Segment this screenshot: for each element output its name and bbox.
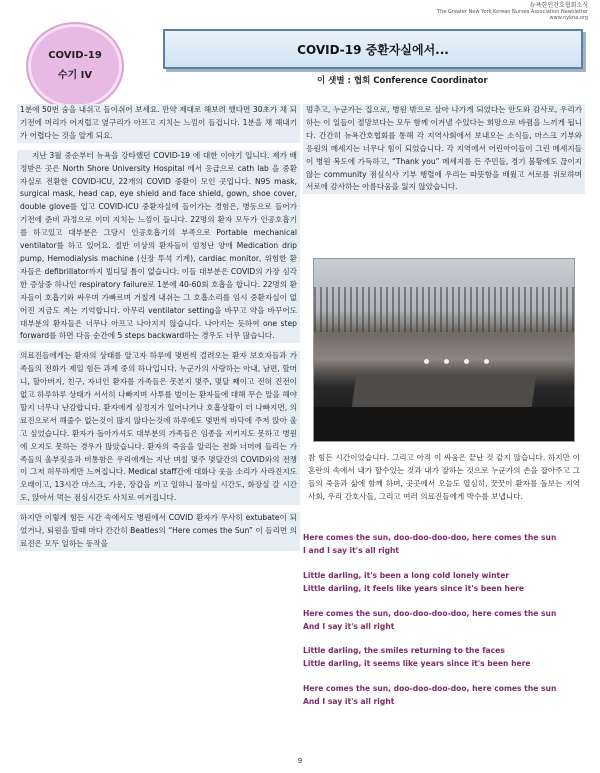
lyric-line: And I say it's all right bbox=[303, 621, 395, 631]
lyric-stanza bbox=[303, 570, 585, 596]
photo-road bbox=[352, 375, 536, 407]
hope-panel bbox=[17, 512, 300, 551]
family-panel bbox=[17, 350, 300, 505]
page-number: 9 bbox=[297, 757, 303, 765]
lyric-line: Little darling, the smiles returning to the faces bbox=[303, 646, 505, 656]
author-line: 이 샛별 : 협회 Conference Coordinator bbox=[317, 76, 488, 86]
lyric-line: Here comes the sun, doo-doo-doo-doo, here comes the sun bbox=[303, 608, 557, 618]
paragraph: 지난 3월 중순부터 뉴욕을 강타했던 COVID-19 에 대한 이야기 입니다. 제가 배정받은 곳은 North Shore University Hospital 에서 응급으로 cath lab 을 중환자실로 전환한 COVID-ICU, 22개의 COVID 중환이 모인 곳입니다. N95 mask, surgical mask, head cap, eye shield and face shield, gown, shoe cover, double glove를 입고 COVID-ICU 중환자실에 들어가는 경험은, 병동으로 들어가기전에 준비 과정으로 이미 지치는 느낌이 듭니다. 22명의 환자 모두가 인공호흡기를 하고있고 대부분은 그당시 인공호흡기의 부족으로 Portable mechanical ventilator를 하고 있어요. 절반 이상의 환자들이 엄청난 양에 Medication drip pump, Hemodialysis machine (신장 투석 기계), cardiac monitor, 위험한 환자들은 defibrillator까지 빌디딜 틈이 없습니다. 이들 대부분은 COVID의 가장 심각한 증상중 하나인 respiratory failure로 1분에 40-60회 호흡을 합니다. 22명의 환자들이 호흡기와 싸우며 가빠르며 거칠게 내쉬는 그 호흡소리를 임시 중환자실이 없어진 지금도 저는 기억합니다. 아무리 ventilator setting을 바꾸고 약을 바꾸어도 대부분의 환자들은 너무나 아프고 나아지지 않습니다. 나아지는 듯하여 one step forward를 하면 다음 순간에 5 steps backward하는 경우도 너무 많습니다. bbox=[20, 150, 297, 341]
photo-sign bbox=[444, 359, 449, 364]
series-badge bbox=[28, 24, 122, 108]
paragraph: 1분에 50번 숨을 내쉬고 들이쉬어 보세요. 만약 제대로 해보려 했다면 30초가 채 되기전에 머리가 어지럽고 옆구리가 아프고 지치는 느낌이 들겁니다. 1분을 채 해내기가 어렵다는 것을 알게 되요. bbox=[20, 105, 297, 140]
lyric-line: I and I say it's all right bbox=[303, 545, 400, 555]
masthead-url: www.nykna.org bbox=[549, 15, 588, 21]
badge-line-1: COVID-19 bbox=[48, 50, 102, 61]
masthead-subtitle: The Greater New York Korean Nurses Association Newsletter bbox=[437, 9, 588, 15]
article-title-text: COVID-19 중환자실에서... bbox=[297, 42, 449, 57]
gratitude-panel bbox=[303, 104, 585, 194]
windshield-photo bbox=[313, 258, 575, 442]
lyric-line: Little darling, it's been a long cold lonely winter bbox=[303, 570, 510, 580]
paragraph: 하지만 이렇게 힘든 시간 속에서도 병원에서 COVID 환자가 무사히 extubate이 되었거나, 퇴원을 할때 마다 간간히 Beatles의 “Here comes the Sun” 이 들리면 의료진은 모두 일하는 동작을 bbox=[20, 513, 297, 548]
right-column bbox=[303, 104, 585, 201]
masthead bbox=[437, 3, 588, 21]
lyric-line: And I say it's all right bbox=[303, 697, 395, 707]
paragraph: 의료진들에게는 환자의 상태를 알고자 하루에 몇번씩 걸려오는 환자 보호자들과 가족들의 전화가 제일 힘든 과제 중의 하나입니다. 누군가의 사랑하는 아내, 남편, 할머니, 할아버지, 친구, 자녀인 환자를 가족들은 못본지 몇주, 몇달 째이고 전혀 진전이 없고 하루하루 상태가 서서히 나빠지며 사투를 벌이는 환자들에 대해 무슨 말을 해야 할지 너무나 난감합니다. 환자에게 심정지가 일어나거나 호흡상황이 더 나빠지면, 의료진으로서 해줄수 없는것이 많지 않다는것에 하루에도 몇번씩 바닥에 주저 앉아 울고 싶었습니다. 환자가 돌아가셔도 대부분의 가족들은 임종을 지키지도 못하고 병원에 오지도 못하는 경우가 많았습니다. 환자의 죽음을 알리는 전화 너머에 들리는 가족들의 울부짖음과 비통함은 우리에게는 지난 며칠 몇주 몇달간의 COVID와의 전쟁이 그저 허무하게만 느껴집니다. Medical staff간에 대화나 웃음 소리가 사라진지도 오래이고, 13시간 마스크, 가운, 장갑을 끼고 일하니 물마실 시간도, 화장실 갈 시간도, 앉아서 먹는 점심시간도 사치로 여겨집니다. bbox=[20, 351, 297, 503]
closing-paragraph: 참 힘든 시간이었습니다. 그리고 아직 이 싸움은 끝난 것 같지 않습니다. 하지만 이 혼란의 속에서 내가 할수있는 것과 내가 잘하는 것으로 누군가의 손을 잡아주고 그들의 죽음과 삶에 함께 하며, 곳곳에서 오늘도 열심히, 꿋꿋이 환자를 돌보는 지역사회, 우리 간호사들, 그리고 여러 의료진들에게 박수를 보냅니다. bbox=[308, 453, 580, 501]
left-column bbox=[17, 104, 300, 558]
paragraph: 멈추고, 누군가는 집으로, 병원 밖으로 살아 나가게 되었다는 안도와 감사로, 우리가 하는 이 일들이 절망보다는 모두 함께 이겨낼 수있다는 희망으로 바뀜을 느끼게 됩니다. 간간히 뉴욕간호협회를 통해 각 지역사회에서 보내오는 소식들, 마스크 기부와 응원의 메세지는 너무나 힘이 되었습니다. 각 지역에서 어린아이들이 그린 메세지들이 병원 복도에 가득하고, “Thank you” 메세지를 든 주민들, 경기 불황에도 끊이지 않는 community 점심식사 기부 행렬에 우리는 따뜻함을 배웠고 서로를 위로하며 서로에 감사하는 아름다움을 잃지 않았습니다. bbox=[306, 105, 582, 192]
lyric-stanza bbox=[303, 645, 585, 671]
story-panel bbox=[17, 150, 300, 344]
intro-panel bbox=[17, 104, 300, 143]
photo-sign bbox=[424, 359, 429, 364]
lyric-stanza bbox=[303, 608, 585, 634]
photo-sign bbox=[464, 359, 469, 364]
lyric-line: Little darling, it feels like years since it's been here bbox=[303, 583, 524, 593]
photo-sign bbox=[484, 359, 489, 364]
masthead-org: 뉴욕한인간호협회소식 bbox=[530, 2, 588, 9]
song-lyrics bbox=[303, 532, 585, 721]
lyric-line: Here comes the sun, doo-doo-doo-doo, here comes the sun bbox=[303, 533, 557, 542]
lyric-stanza bbox=[303, 532, 585, 558]
lyric-line: Little darling, it seems like years since it's been here bbox=[303, 659, 531, 669]
photo-trees bbox=[314, 287, 574, 332]
article-title bbox=[163, 29, 583, 69]
photo-dashboard bbox=[314, 407, 574, 441]
lyric-line: Here comes the sun, doo-doo-doo-doo, here comes the sun bbox=[303, 684, 557, 694]
lyric-stanza bbox=[303, 683, 585, 709]
badge-line-2: 수기 IV bbox=[57, 70, 93, 81]
